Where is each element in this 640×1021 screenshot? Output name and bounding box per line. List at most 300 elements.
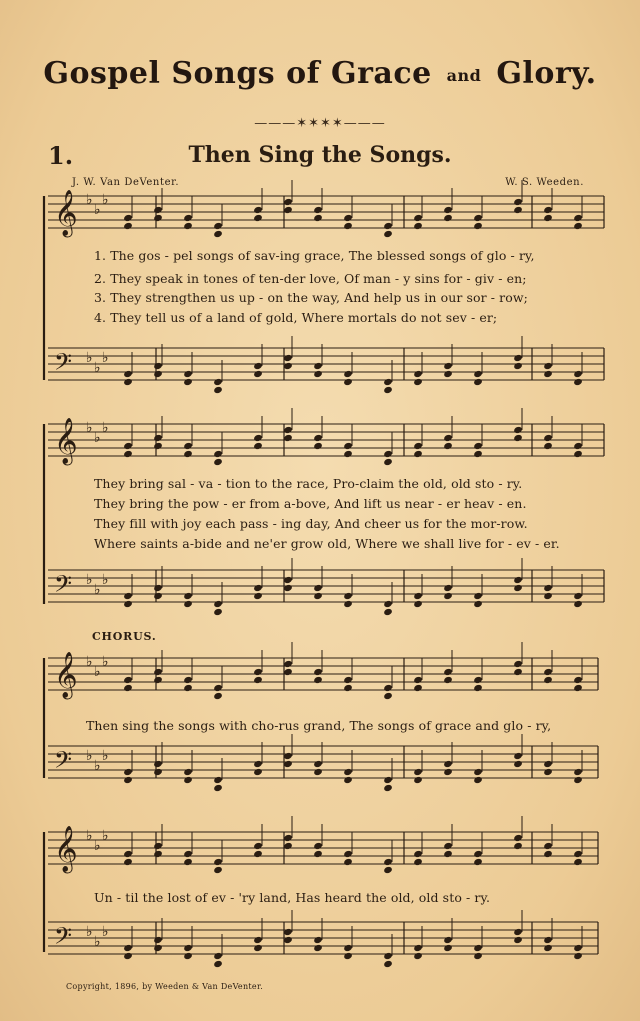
note-head xyxy=(253,442,263,450)
note-head xyxy=(313,760,323,768)
note-head xyxy=(513,842,523,850)
note-head xyxy=(343,222,353,230)
flat-icon: ♭ xyxy=(86,192,93,208)
note-head xyxy=(573,222,583,230)
note-head xyxy=(513,198,523,206)
note-head xyxy=(513,584,523,592)
note-head xyxy=(573,450,583,458)
bass-clef-icon: 𝄢 xyxy=(54,746,73,779)
note-head xyxy=(473,378,483,386)
note-head xyxy=(413,600,423,608)
flat-icon: ♭ xyxy=(102,192,109,208)
note-head xyxy=(313,768,323,776)
book-title-part2: Glory. xyxy=(496,56,597,91)
flat-icon: ♭ xyxy=(86,748,93,764)
note-head xyxy=(413,592,423,600)
note-head xyxy=(543,850,553,858)
note-head xyxy=(543,370,553,378)
verse-2-line-1: 2. They speak in tones of ten-der love, Of man - y sins for - giv - en; xyxy=(94,271,527,286)
verse-4-line-2: Where saints a-bide and ne'er grow old, Where we shall live for - ev - er. xyxy=(94,536,560,551)
note-head xyxy=(213,960,223,968)
note-head xyxy=(413,944,423,952)
note-head xyxy=(573,214,583,222)
note-head xyxy=(383,684,393,692)
note-head xyxy=(413,214,423,222)
verse-1-line-1: 1. The gos - pel songs of sav-ing grace, The blessed songs of glo - ry, xyxy=(94,248,535,263)
note-head xyxy=(183,592,193,600)
chorus-label: CHORUS. xyxy=(92,630,157,643)
note-head xyxy=(153,944,163,952)
note-head xyxy=(543,768,553,776)
note-head xyxy=(313,442,323,450)
note-head xyxy=(283,668,293,676)
note-head xyxy=(383,960,393,968)
note-head xyxy=(443,584,453,592)
note-head xyxy=(183,378,193,386)
flat-icon: ♭ xyxy=(94,758,101,774)
note-head xyxy=(313,434,323,442)
note-head xyxy=(313,850,323,858)
note-head xyxy=(283,584,293,592)
note-head xyxy=(253,592,263,600)
note-head xyxy=(283,198,293,206)
flat-icon: ♭ xyxy=(102,654,109,670)
note-head xyxy=(413,684,423,692)
note-head xyxy=(283,760,293,768)
treble-clef-icon: 𝄞 xyxy=(54,826,78,872)
note-head xyxy=(473,858,483,866)
note-head xyxy=(283,576,293,584)
note-head xyxy=(213,608,223,616)
book-title-ampersand: and xyxy=(446,65,482,85)
note-head xyxy=(313,214,323,222)
note-head xyxy=(343,952,353,960)
chorus-line-2: Un - til the lost of ev - 'ry land, Has heard the old, old sto - ry. xyxy=(94,890,491,905)
note-head xyxy=(253,944,263,952)
note-head xyxy=(543,676,553,684)
note-head xyxy=(443,768,453,776)
note-head xyxy=(513,668,523,676)
note-head xyxy=(383,952,393,960)
note-head xyxy=(443,362,453,370)
note-head xyxy=(313,668,323,676)
note-head xyxy=(573,592,583,600)
note-head xyxy=(343,858,353,866)
note-head xyxy=(253,850,263,858)
note-head xyxy=(413,768,423,776)
hymn-number: 1. xyxy=(48,141,74,170)
note-head xyxy=(183,214,193,222)
note-head xyxy=(413,450,423,458)
note-group xyxy=(123,408,583,466)
note-head xyxy=(153,214,163,222)
note-head xyxy=(383,776,393,784)
note-head xyxy=(283,936,293,944)
note-head xyxy=(213,776,223,784)
note-head xyxy=(253,676,263,684)
note-head xyxy=(343,442,353,450)
note-head xyxy=(123,450,133,458)
note-head xyxy=(473,450,483,458)
note-head xyxy=(213,450,223,458)
note-head xyxy=(153,936,163,944)
note-head xyxy=(513,354,523,362)
bass-clef-icon: 𝄢 xyxy=(54,922,73,955)
note-head xyxy=(213,858,223,866)
note-head xyxy=(443,592,453,600)
note-head xyxy=(543,434,553,442)
note-head xyxy=(313,370,323,378)
note-head xyxy=(443,760,453,768)
note-head xyxy=(443,370,453,378)
note-head xyxy=(343,676,353,684)
treble-clef-icon: 𝄞 xyxy=(54,652,78,698)
note-head xyxy=(443,936,453,944)
note-head xyxy=(383,450,393,458)
note-head xyxy=(153,760,163,768)
flat-icon: ♭ xyxy=(94,430,101,446)
staff xyxy=(48,418,604,466)
flat-icon: ♭ xyxy=(102,924,109,940)
treble-clef-icon: 𝄞 xyxy=(54,190,78,236)
bass-clef-icon: 𝄢 xyxy=(54,348,73,381)
note-group xyxy=(123,180,583,238)
note-head xyxy=(473,442,483,450)
note-head xyxy=(283,834,293,842)
note-group xyxy=(123,816,583,874)
note-head xyxy=(213,952,223,960)
note-head xyxy=(313,676,323,684)
note-head xyxy=(543,668,553,676)
note-head xyxy=(543,760,553,768)
note-head xyxy=(383,378,393,386)
verse-1-line-2: They bring sal - va - tion to the race, Pro-claim the old, old sto - ry. xyxy=(94,476,523,491)
note-head xyxy=(513,434,523,442)
note-head xyxy=(213,600,223,608)
note-head xyxy=(123,776,133,784)
note-head xyxy=(313,206,323,214)
flat-icon: ♭ xyxy=(86,572,93,588)
note-head xyxy=(543,214,553,222)
note-head xyxy=(513,362,523,370)
note-head xyxy=(313,936,323,944)
note-head xyxy=(473,776,483,784)
staff xyxy=(48,826,598,874)
note-head xyxy=(153,362,163,370)
note-head xyxy=(253,370,263,378)
note-head xyxy=(573,600,583,608)
note-head xyxy=(413,378,423,386)
note-head xyxy=(383,386,393,394)
note-head xyxy=(513,760,523,768)
note-head xyxy=(343,776,353,784)
note-head xyxy=(343,944,353,952)
note-group xyxy=(123,558,583,616)
note-head xyxy=(253,584,263,592)
note-head xyxy=(313,842,323,850)
note-head xyxy=(343,600,353,608)
note-head xyxy=(213,230,223,238)
note-head xyxy=(573,676,583,684)
note-head xyxy=(543,842,553,850)
note-head xyxy=(183,858,193,866)
note-head xyxy=(153,584,163,592)
note-head xyxy=(183,850,193,858)
verse-4-line-1: 4. They tell us of a land of gold, Where mortals do not sev - er; xyxy=(94,310,498,325)
note-head xyxy=(123,850,133,858)
flat-icon: ♭ xyxy=(86,350,93,366)
note-head xyxy=(443,214,453,222)
bass-clef-icon: 𝄢 xyxy=(54,570,73,603)
note-head xyxy=(443,842,453,850)
note-head xyxy=(283,660,293,668)
note-head xyxy=(343,450,353,458)
note-head xyxy=(473,944,483,952)
note-head xyxy=(473,684,483,692)
flat-icon: ♭ xyxy=(94,360,101,376)
note-head xyxy=(123,600,133,608)
book-title-part1: Gospel Songs of Grace xyxy=(43,56,432,91)
note-head xyxy=(123,768,133,776)
note-head xyxy=(543,362,553,370)
note-head xyxy=(383,600,393,608)
note-head xyxy=(573,776,583,784)
verse-3-line-1: 3. They strengthen us up - on the way, And help us in our sor - row; xyxy=(94,290,528,305)
note-head xyxy=(183,952,193,960)
note-head xyxy=(213,692,223,700)
note-head xyxy=(183,600,193,608)
title-ornament: ———✶✶✶✶——— xyxy=(254,116,386,131)
note-head xyxy=(313,592,323,600)
note-head xyxy=(473,370,483,378)
note-head xyxy=(253,668,263,676)
note-head xyxy=(513,936,523,944)
note-head xyxy=(123,214,133,222)
note-head xyxy=(413,776,423,784)
note-head xyxy=(543,944,553,952)
note-head xyxy=(513,752,523,760)
treble-clef-icon: 𝄞 xyxy=(54,418,78,464)
note-head xyxy=(123,952,133,960)
note-head xyxy=(443,442,453,450)
note-head xyxy=(573,684,583,692)
note-head xyxy=(123,442,133,450)
note-head xyxy=(183,768,193,776)
note-head xyxy=(123,378,133,386)
note-head xyxy=(383,866,393,874)
note-head xyxy=(543,936,553,944)
flat-icon: ♭ xyxy=(102,420,109,436)
staff xyxy=(48,190,604,238)
note-head xyxy=(513,660,523,668)
note-head xyxy=(413,370,423,378)
note-group xyxy=(123,336,583,394)
flat-icon: ♭ xyxy=(102,748,109,764)
note-head xyxy=(153,206,163,214)
note-head xyxy=(573,952,583,960)
note-head xyxy=(213,378,223,386)
note-head xyxy=(573,442,583,450)
note-head xyxy=(213,222,223,230)
note-head xyxy=(573,370,583,378)
note-head xyxy=(443,676,453,684)
note-head xyxy=(343,370,353,378)
note-head xyxy=(343,378,353,386)
note-head xyxy=(283,842,293,850)
flat-icon: ♭ xyxy=(86,654,93,670)
note-head xyxy=(473,214,483,222)
note-head xyxy=(543,592,553,600)
flat-icon: ♭ xyxy=(86,828,93,844)
verse-2-line-2: They bring the pow - er from a-bove, And lift us near - er heav - en. xyxy=(94,496,527,511)
note-head xyxy=(513,576,523,584)
note-head xyxy=(313,944,323,952)
note-head xyxy=(183,442,193,450)
note-head xyxy=(473,676,483,684)
note-head xyxy=(183,222,193,230)
flat-icon: ♭ xyxy=(102,828,109,844)
copyright-notice: Copyright, 1896, by Weeden & Van DeVenter. xyxy=(66,982,264,991)
note-head xyxy=(473,768,483,776)
note-head xyxy=(343,592,353,600)
note-head xyxy=(153,668,163,676)
note-head xyxy=(343,850,353,858)
note-head xyxy=(123,944,133,952)
flat-icon: ♭ xyxy=(102,350,109,366)
note-group xyxy=(123,910,583,968)
note-head xyxy=(123,684,133,692)
flat-icon: ♭ xyxy=(86,924,93,940)
note-head xyxy=(513,928,523,936)
note-head xyxy=(383,230,393,238)
note-head xyxy=(123,222,133,230)
note-head xyxy=(473,850,483,858)
note-head xyxy=(573,850,583,858)
note-head xyxy=(473,600,483,608)
note-head xyxy=(473,222,483,230)
note-head xyxy=(413,850,423,858)
note-head xyxy=(543,206,553,214)
note-head xyxy=(383,608,393,616)
flat-icon: ♭ xyxy=(86,420,93,436)
flat-icon: ♭ xyxy=(102,572,109,588)
note-head xyxy=(383,692,393,700)
note-head xyxy=(383,458,393,466)
flat-icon: ♭ xyxy=(94,664,101,680)
note-head xyxy=(443,850,453,858)
note-head xyxy=(213,784,223,792)
note-head xyxy=(183,944,193,952)
note-head xyxy=(383,858,393,866)
note-head xyxy=(413,222,423,230)
flat-icon: ♭ xyxy=(94,838,101,854)
note-head xyxy=(513,426,523,434)
note-head xyxy=(443,206,453,214)
note-head xyxy=(383,222,393,230)
note-group xyxy=(123,734,583,792)
note-head xyxy=(283,426,293,434)
note-head xyxy=(513,206,523,214)
note-head xyxy=(153,592,163,600)
note-head xyxy=(253,214,263,222)
note-head xyxy=(123,370,133,378)
note-head xyxy=(283,206,293,214)
note-head xyxy=(253,434,263,442)
note-head xyxy=(213,866,223,874)
note-head xyxy=(183,450,193,458)
note-head xyxy=(443,944,453,952)
flat-icon: ♭ xyxy=(94,202,101,218)
note-head xyxy=(123,592,133,600)
note-head xyxy=(123,676,133,684)
note-head xyxy=(573,858,583,866)
note-head xyxy=(343,684,353,692)
note-head xyxy=(153,676,163,684)
note-head xyxy=(443,668,453,676)
note-head xyxy=(543,584,553,592)
note-head xyxy=(513,834,523,842)
lyricist-credit: J. W. Van DeVenter. xyxy=(72,177,180,188)
note-head xyxy=(183,684,193,692)
note-head xyxy=(123,858,133,866)
note-head xyxy=(253,936,263,944)
note-head xyxy=(153,768,163,776)
note-head xyxy=(573,768,583,776)
note-head xyxy=(183,776,193,784)
composer-credit: W. S. Weeden. xyxy=(505,177,584,188)
note-head xyxy=(153,434,163,442)
note-head xyxy=(153,842,163,850)
note-head xyxy=(253,842,263,850)
note-head xyxy=(383,784,393,792)
note-head xyxy=(253,206,263,214)
flat-icon: ♭ xyxy=(94,934,101,950)
note-group xyxy=(123,642,583,700)
note-head xyxy=(473,592,483,600)
note-head xyxy=(283,434,293,442)
flat-icon: ♭ xyxy=(94,582,101,598)
note-head xyxy=(343,768,353,776)
chorus-line-1: Then sing the songs with cho-rus grand, The songs of grace and glo - ry, xyxy=(86,718,552,733)
note-head xyxy=(413,952,423,960)
note-head xyxy=(213,458,223,466)
staff xyxy=(48,652,598,700)
note-head xyxy=(343,214,353,222)
note-head xyxy=(253,768,263,776)
note-head xyxy=(183,676,193,684)
note-head xyxy=(213,386,223,394)
note-head xyxy=(543,442,553,450)
note-head xyxy=(573,944,583,952)
note-head xyxy=(283,752,293,760)
note-head xyxy=(573,378,583,386)
note-head xyxy=(153,370,163,378)
note-head xyxy=(443,434,453,442)
note-head xyxy=(313,584,323,592)
verse-3-line-2: They fill with joy each pass - ing day, And cheer us for the mor-row. xyxy=(94,516,528,531)
note-head xyxy=(283,928,293,936)
hymn-title: Then Sing the Songs. xyxy=(188,142,452,168)
note-head xyxy=(153,850,163,858)
note-head xyxy=(473,952,483,960)
note-head xyxy=(413,442,423,450)
note-head xyxy=(253,362,263,370)
note-head xyxy=(283,362,293,370)
note-head xyxy=(253,760,263,768)
note-head xyxy=(313,362,323,370)
note-head xyxy=(283,354,293,362)
note-head xyxy=(413,676,423,684)
